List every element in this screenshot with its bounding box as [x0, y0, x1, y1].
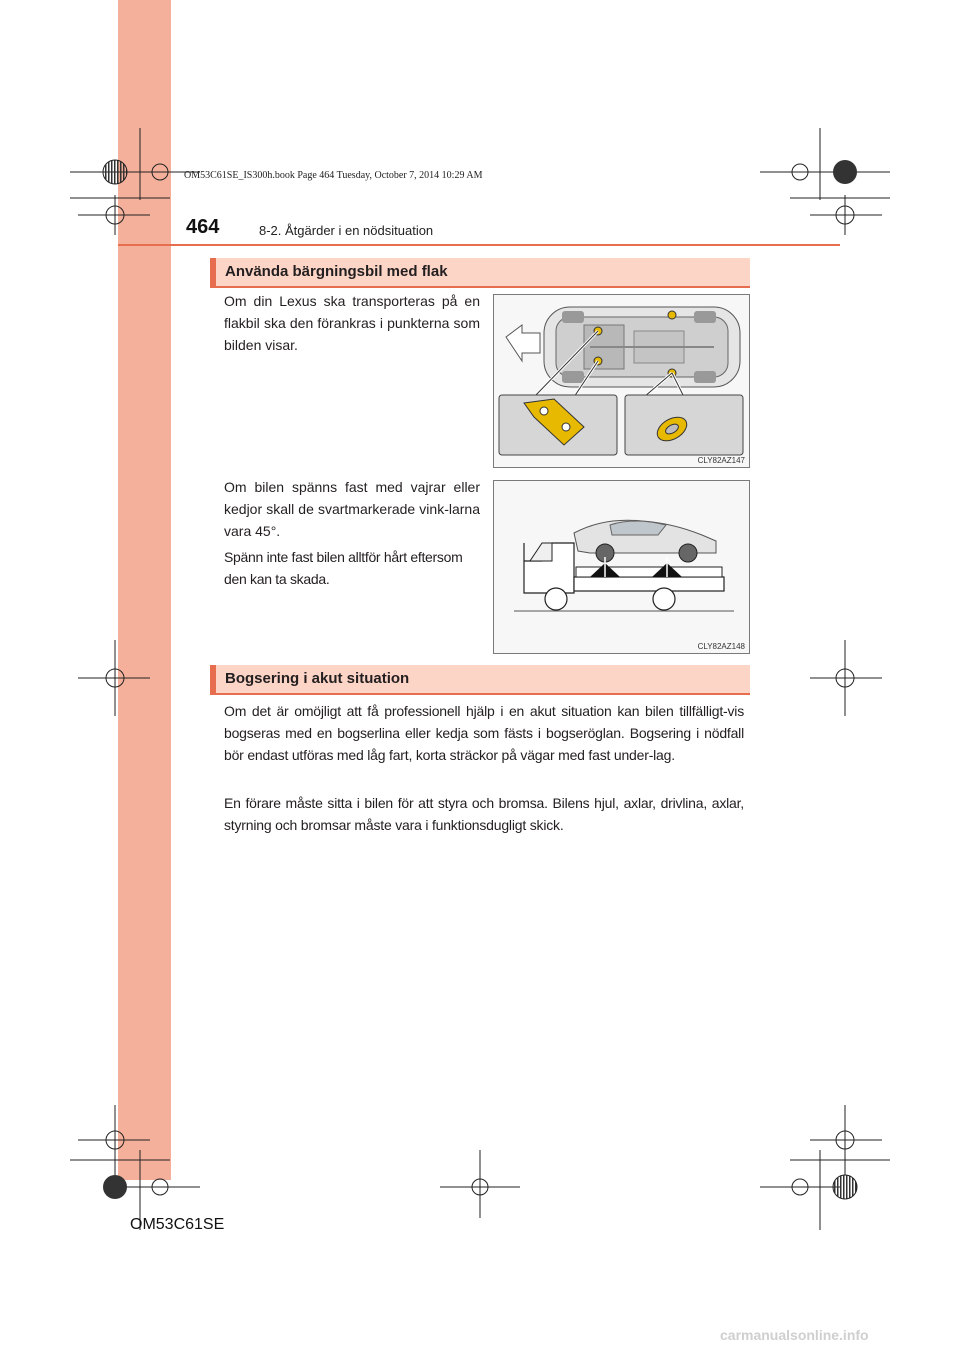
footer-manual-code: OM53C61SE: [130, 1216, 225, 1233]
paragraph-driver-requirements: En förare måste sitta i bilen för att styra och bromsa. Bilens hjul, axlar, drivlina, axlar, styrning och bromsar måste vara i funktionsdugligt skick.: [224, 795, 744, 833]
paragraph-emergency-towing: Om det är omöjligt att få professionell hjälp i en akut situation kan bilen tillfälligt-vis bogseras med en bogserlina eller kedja som fästs i bogseröglan. Bogsering i nödfall bör endast utföras med låg fart, korta sträckor på vägar med fast under-lag.: [224, 703, 744, 763]
car-on-flatbed-truck-illustration: [494, 481, 749, 653]
paragraph-tension-warning: Spänn inte fast bilen alltför hårt eftersom den kan ta skada.: [224, 549, 463, 587]
section-heading-flatbed: Använda bärgningsbil med flak: [210, 258, 750, 286]
paragraph-anchor-points: Om din Lexus ska transporteras på en flakbil ska den förankras i punkterna som bilden visar.: [224, 293, 480, 353]
header-rule: [118, 244, 840, 246]
print-header: OM53C61SE_IS300h.book Page 464 Tuesday, October 7, 2014 10:29 AM: [184, 170, 483, 181]
watermark: carmanualsonline.info: [720, 1327, 869, 1343]
section-heading-emergency-towing: Bogsering i akut situation: [210, 665, 750, 693]
car-underbody-anchor-points-illustration: [494, 295, 749, 467]
figure-code: CLY82AZ147: [697, 456, 745, 465]
figure-flatbed-truck: [493, 480, 750, 654]
chapter-title: 8-2. Åtgärder i en nödsituation: [259, 223, 434, 238]
paragraph-chain-angle: Om bilen spänns fast med vajrar eller kedjor skall de svartmarkerade vink-larna vara 45°.: [224, 479, 480, 539]
figure-code: CLY82AZ148: [697, 642, 745, 651]
page-number: 464: [186, 216, 220, 238]
figure-anchor-points: [493, 294, 750, 468]
